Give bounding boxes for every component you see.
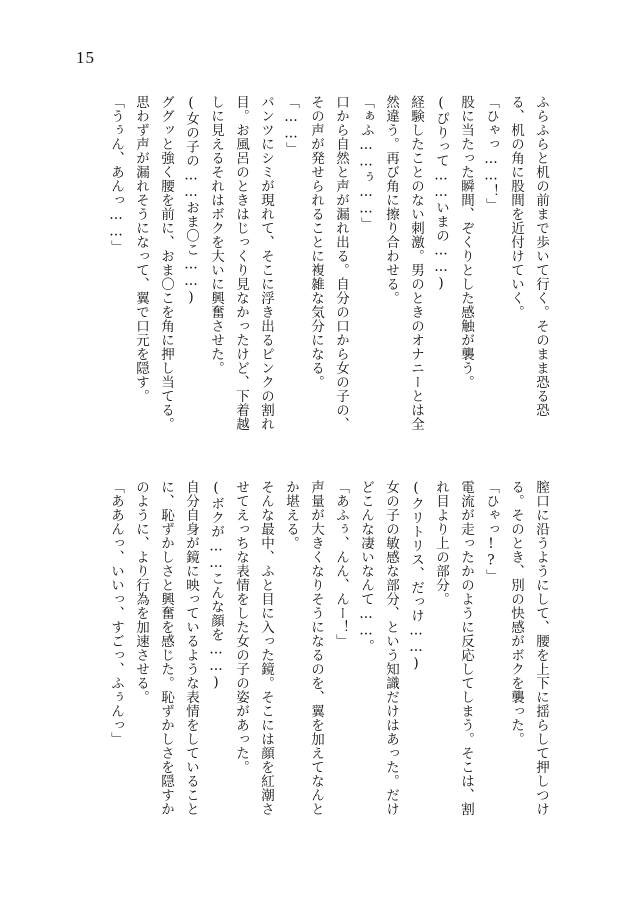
- paragraph: 「ひゃっ!?」: [483, 480, 499, 583]
- paragraph: ふらふらと机の前まで歩いて行く。そのまま恐る恐る、机の角に股間を近付けていく。: [508, 95, 549, 417]
- paragraph: 股に当たった瞬間、ぞくりとした感触が襲う。: [458, 95, 474, 389]
- paragraph: 声量が大きくなりそうになるのを、翼を加えてなんとか堪える。: [283, 480, 324, 816]
- paragraph: 「ぁふ……ぅ……」: [358, 95, 374, 231]
- page-number: 15: [76, 48, 95, 67]
- paragraph: パンツにシミが現れて、そこに浮き出るピンクの割れ目。お風呂のときはじっくり見なかったけど、下着越しに見えるそれはボクを大いに興奮させた。: [208, 95, 274, 431]
- paragraph: (ぴりって……いまの……): [433, 95, 449, 292]
- paragraph: 「……」: [283, 95, 299, 156]
- paragraph: 「ひゃっ……！」: [483, 95, 499, 212]
- paragraph: 膣口に沿うようにして、腰を上下に揺らして押しつける。そのとき、別の快感がボクを襲った。: [508, 480, 549, 816]
- paragraph: 自分自身が鏡に映っているような表情をしていることに、恥ずかしさと興奮を感じた。恥ずかしさを隠すかのように、より行為を加速させる。: [133, 480, 199, 816]
- text-block-top: [95, 95, 553, 433]
- paragraph: (ボクが……こんな顔を……): [208, 480, 224, 691]
- paragraph: そんな最中、ふと目に入った鏡。そこには顔を紅潮させてえっちな表情をした女の子の姿があった。: [233, 480, 274, 816]
- paragraph: 「うぅん、あんっ……」: [108, 95, 124, 254]
- paragraph: 「あふぅ、んん、んー！」: [333, 480, 349, 648]
- paragraph: ググッと強く腰を前に、おま〇こを角に押し当てる。思わず声が漏れそうになって、翼で口元を隠す。: [133, 95, 174, 431]
- paragraph: 電流が走ったかのように反応してしまう。そこは、割れ目より上の部分。: [433, 480, 474, 816]
- paragraph: 女の子の敏感な部分、という知識だけはあった。だけどこんな凄いなんて……。: [358, 480, 399, 816]
- paragraph: 口から自然と声が漏れ出る。自分の口から女の子の、その声が発せられることに複雑な気分になる。: [308, 95, 349, 431]
- paragraph: (女の子の……おま〇こ……): [183, 95, 199, 306]
- paragraph: 「ああんっ、いいっ、すごっ、ふぅんっ」: [108, 480, 124, 746]
- paragraph: (クリトリス、だっけ……): [408, 480, 424, 672]
- text-block-bottom: [95, 480, 553, 818]
- paragraph: 経験したことのない刺激。男のときのオナニーとは全然違う。再び角に擦り合わせる。: [383, 95, 424, 431]
